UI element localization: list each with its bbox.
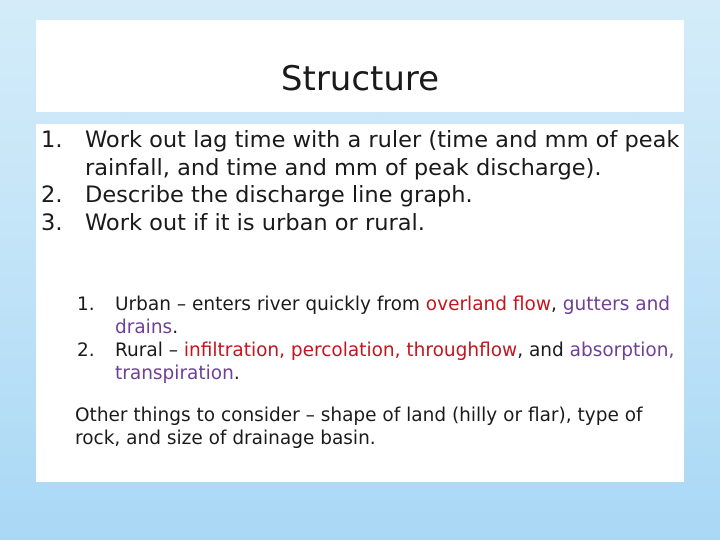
- sub-step-urban: [36, 293, 684, 339]
- main-step-1: [36, 127, 684, 182]
- content-box: [36, 124, 684, 482]
- main-steps-list: [36, 127, 684, 237]
- gutters-drains-term: gutters and drains: [115, 294, 671, 338]
- sub-step-rural: [36, 339, 684, 385]
- sub-step-urban-number: 1.: [77, 294, 95, 315]
- infiltration-terms: infiltration, percolation, throughflow: [183, 340, 518, 361]
- sub-step-rural-period: .: [233, 363, 240, 384]
- main-step-2-text: Describe the discharge line graph.: [85, 182, 473, 208]
- sub-step-urban-period: .: [172, 317, 179, 338]
- sub-step-urban-lead: Urban – enters river quickly from: [115, 294, 426, 315]
- sub-step-urban-comma: ,: [550, 294, 563, 315]
- sub-step-rural-and: , and: [517, 340, 570, 361]
- main-step-3-number: 3.: [41, 209, 63, 236]
- main-step-3-text: Work out if it is urban or rural.: [85, 209, 425, 236]
- main-step-2: [36, 182, 684, 210]
- absorption-terms: absorption, transpiration: [115, 340, 675, 384]
- sub-step-rural-lead: Rural –: [115, 340, 184, 361]
- slide-title: Structure: [280, 59, 440, 99]
- main-step-1-number: 1.: [41, 127, 63, 153]
- main-step-1-text: Work out lag time with a ruler (time and mm of peak rainfall, and time and mm of peak discharge).: [85, 127, 680, 181]
- sub-step-rural-number: 2.: [77, 340, 95, 361]
- main-step-2-number: 2.: [41, 182, 63, 208]
- title-box: [36, 20, 684, 112]
- overland-flow-term: overland flow: [425, 294, 551, 315]
- main-step-3: [36, 210, 684, 238]
- sub-steps-list: [36, 293, 684, 385]
- considerations-note: Other things to consider – shape of land (hilly or flar), type of rock, and size of drainage basin.: [75, 405, 643, 449]
